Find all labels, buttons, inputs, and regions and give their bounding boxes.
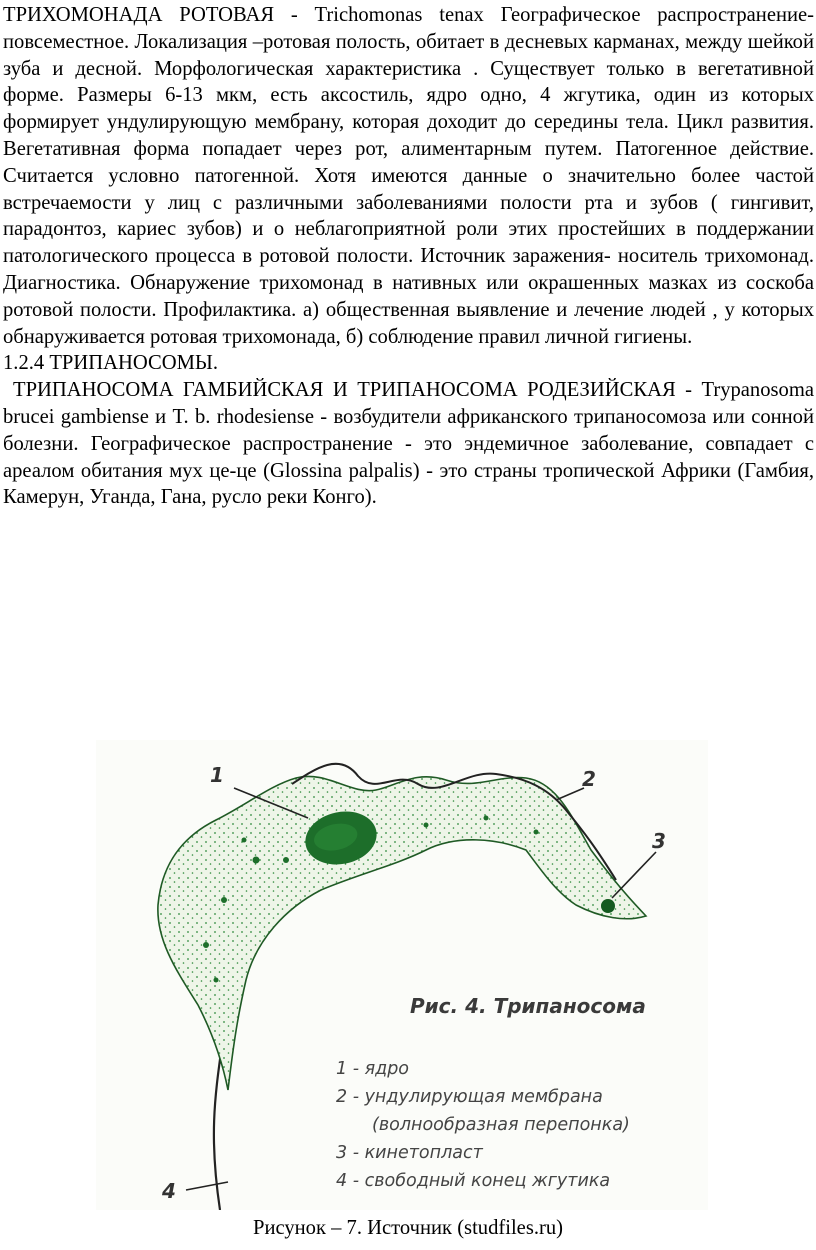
legend-item-membrane-note: (волнообразная перепонка) (372, 1115, 630, 1135)
legend-item-flagellum: 4 - свободный конец жгутика (336, 1171, 611, 1191)
trypanosoma-body (158, 776, 646, 1090)
legend-item-nucleus: 1 - ядро (336, 1059, 410, 1079)
paragraph-trichomonas: ТРИХОМОНАДА РОТОВАЯ - Trichomonas tenax Географическое распространение- повсеместное. Локализация –ротовая полость, обитает в десневых карманах, между шейкой зуба и десной. Морфологическая характеристика . Существует только в вегетативной форме. Размеры 6-13 мкм, есть аксостиль, ядро одно, 4 жгутика, один из которых формирует ундулирующую мембрану, которая доходит до середины тела. Цикл развития. Вегетативная форма попадает через рот, алиментарным путем. Патогенное действие. Считается условно патогенной. Хотя имеются данные о значительно более частой встречаемости у лиц с различными заболеваниями полости рта и зубов ( гингивит, парадонтоз, кариес зубов) и о неблагоприятной роли этих простейших в поддержании патологического процесса в ротовой полости. Источник заражения- носитель трихомонад. Диагностика. Обнаружение трихомонад в нативных или окрашенных мазках из соскоба ротовой полости. Профилактика. а) общественная выявление и лечение людей , у которых обнаруживается ротовая трихомонада, б) соблюдение правил личной гигиены. (3, 4, 814, 348)
trypanosoma-figure (96, 740, 708, 1210)
trypanosoma-illustration (96, 740, 708, 1210)
document-text (3, 2, 814, 511)
legend-item-kinetoplast: 3 - кинетопласт (336, 1143, 483, 1163)
kinetoplast (601, 899, 615, 913)
paragraph-trypanosoma: ТРИПАНОСОМА ГАМБИЙСКАЯ И ТРИПАНОСОМА РОДЕЗИЙСКАЯ - Trypanosoma brucei gambiense и T. b. rhodesiense - возбудители африканского трипаносомоза или сонной болезни. Географическое распространение - это эндемичное заболевание, совпадает с ареалом обитания мух це-це (Glossina palpalis) - это страны тропической Африки (Гамбия, Камерун, Уганда, Гана, русло реки Конго). (3, 379, 814, 509)
figure-title: Рис. 4. Трипаносома (410, 994, 646, 1018)
pointer-number-1: 1 (210, 763, 224, 787)
figure-caption: Рисунок – 7. Источник (studfiles.ru) (252, 1217, 563, 1239)
legend-item-membrane: 2 - ундулирующая мембрана (336, 1087, 603, 1107)
section-heading: 1.2.4 ТРИПАНОСОМЫ. (3, 352, 219, 375)
pointer-number-4: 4 (162, 1179, 176, 1203)
pointer-number-2: 2 (582, 767, 596, 791)
pointer-number-3: 3 (652, 829, 666, 853)
